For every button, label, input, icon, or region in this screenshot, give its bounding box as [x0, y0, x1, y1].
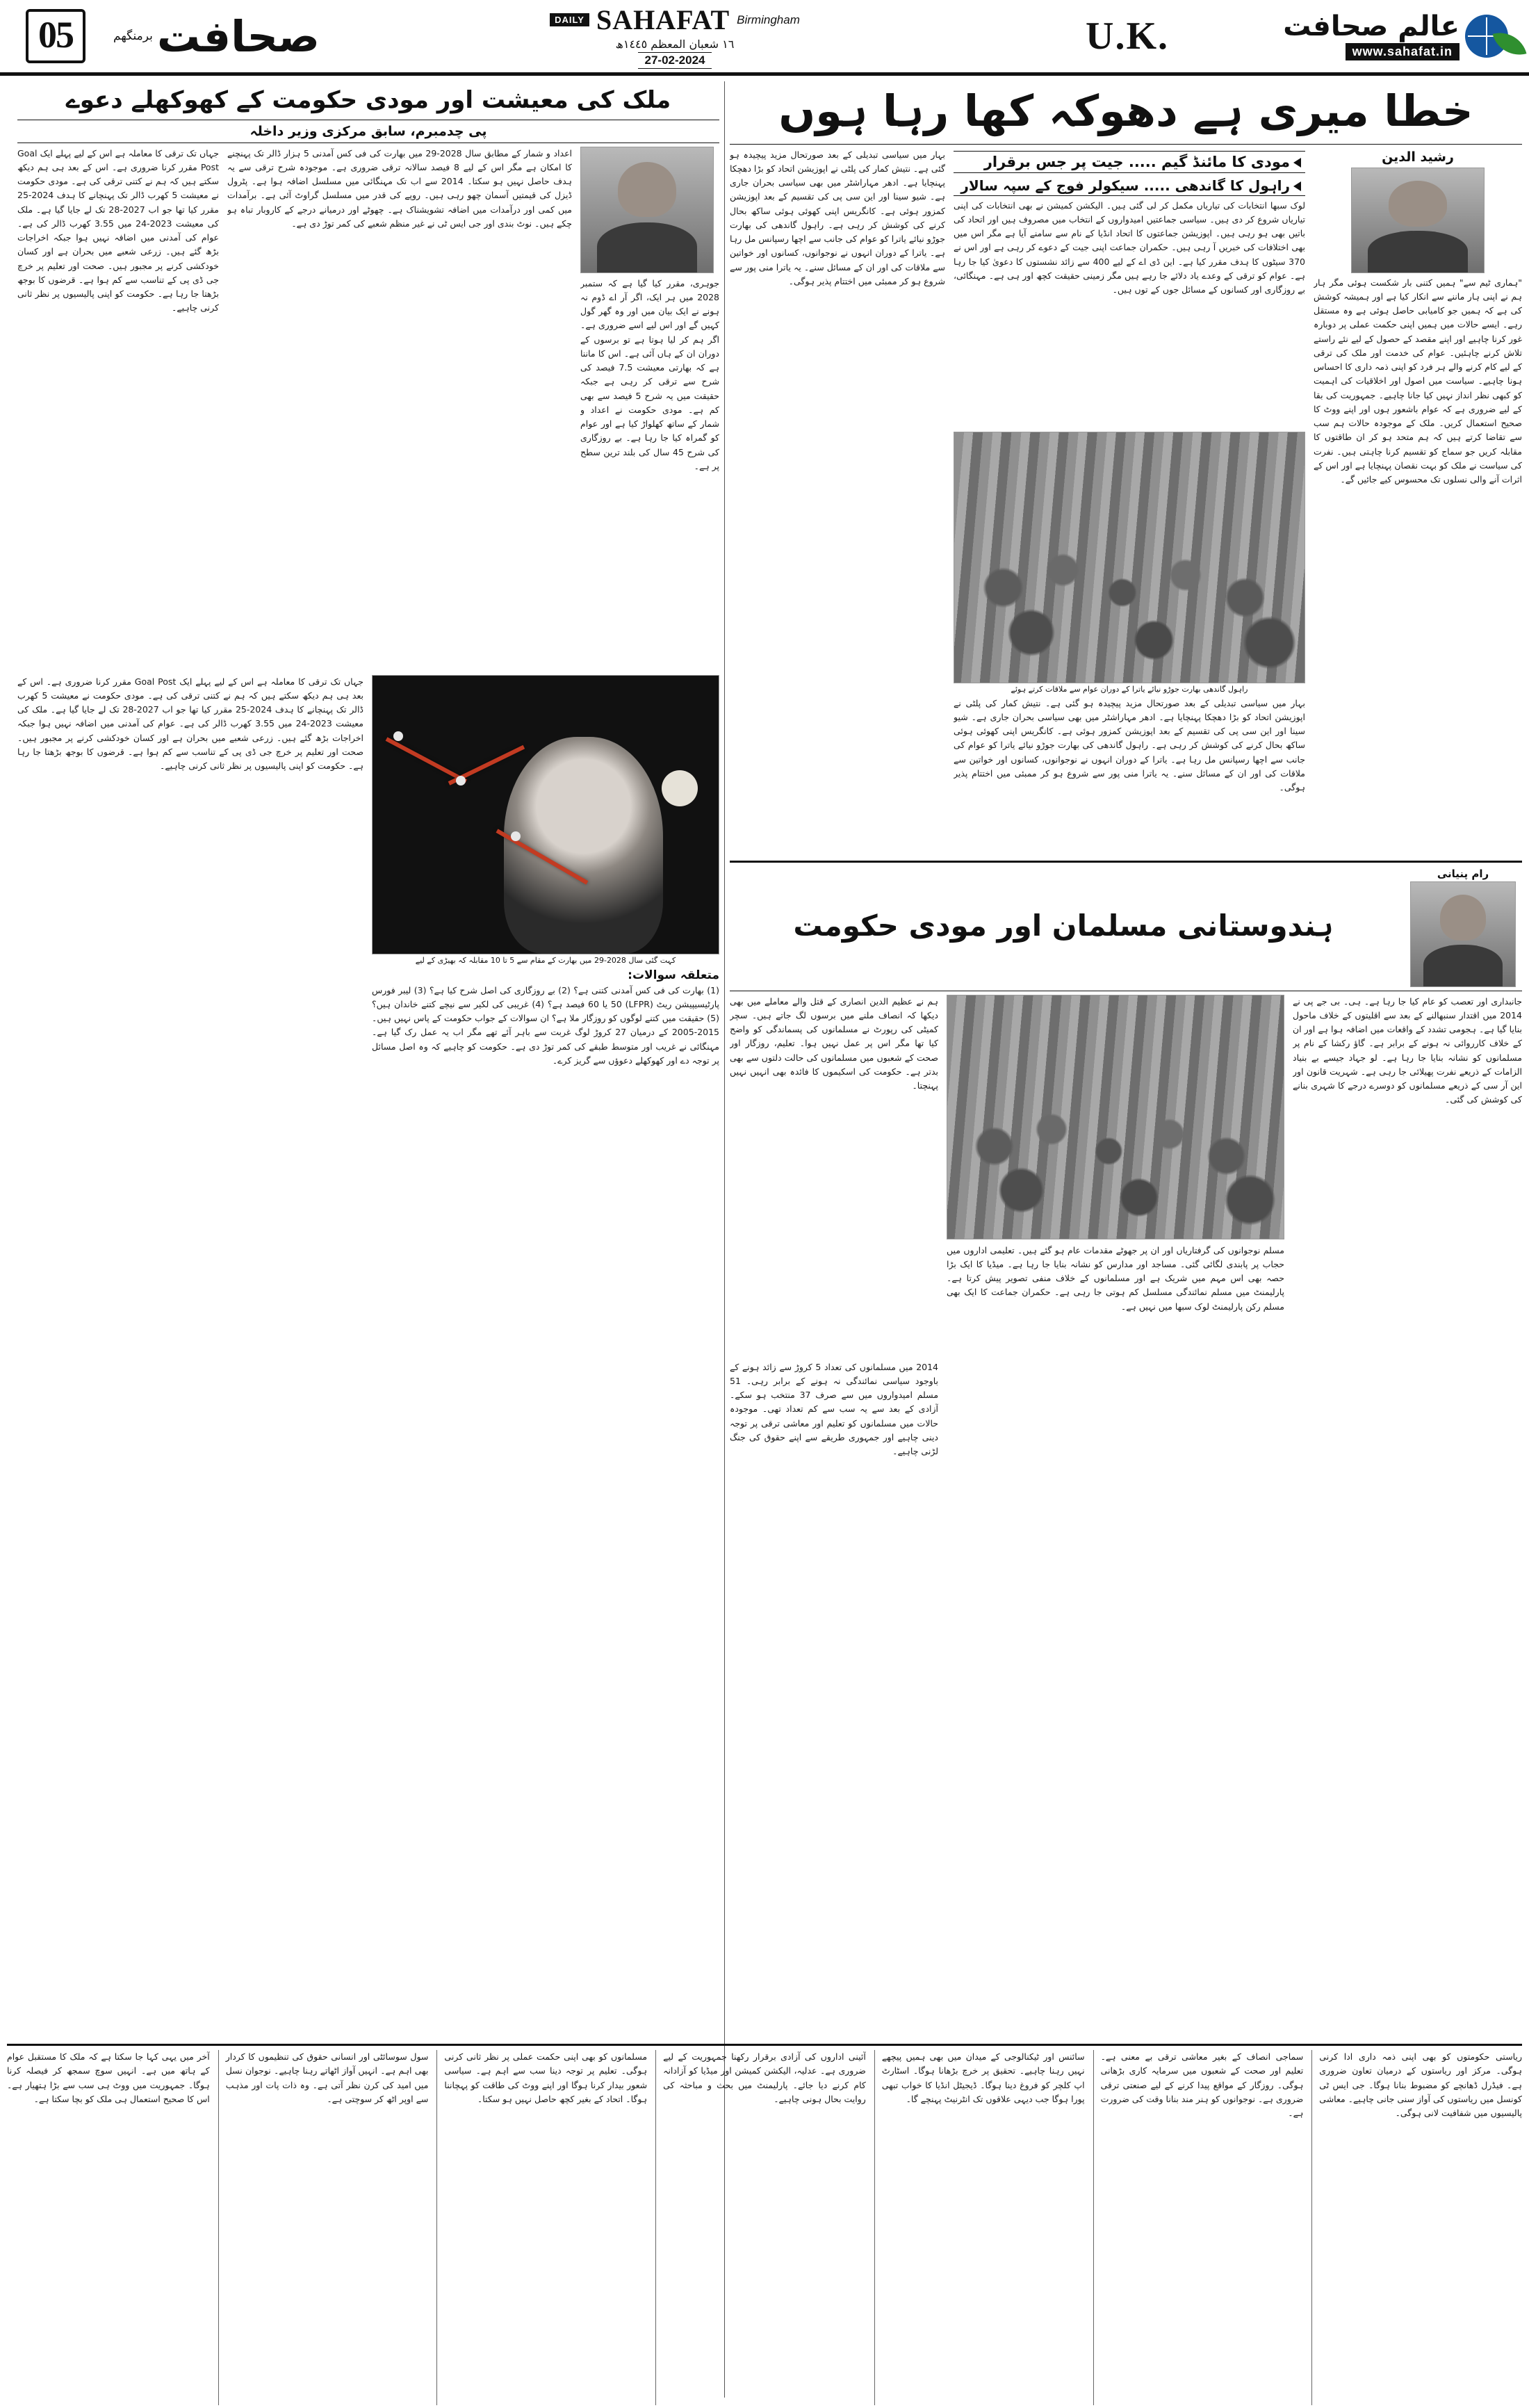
moon-shape-icon — [662, 770, 698, 806]
edition-label: U.K. — [1086, 15, 1169, 58]
bottom-col-3: سائنس اور ٹیکنالوجی کے میدان میں بھی ہمیں پیچھے نہیں رہنا چاہیے۔ تحقیق پر خرچ بڑھانا ہوگا۔ اسٹارٹ اپ کلچر کو فروغ دینا ہوگا۔ ڈیجیٹل انڈیا کا خواب تبھی پورا ہوگا جب دیہی علاقوں تک انٹرنیٹ پہنچے گا۔ — [874, 2050, 1085, 2405]
masthead — [0, 0, 1529, 76]
photo-caption-center: راہول گاندھی بھارت جوڑو نیائے یاترا کے دوران عوام سے ملاقات کرتے ہوئے — [1011, 684, 1248, 694]
chart-point-2 — [456, 776, 466, 786]
economy-col-c-cont: جہاں تک ترقی کا معاملہ ہے اس کے لیے پہلے ایک Goal Post مقرر کرنا ضروری ہے۔ اس کے بعد ہی ہم دیکھ سکتے ہیں کہ ہم نے کتنی ترقی کی ہے۔ مودی حکومت نے معیشت 5 کھرب ڈالر تک پہنچانے کا ہدف 2024-25 مقرر کیا تھا جو اب 2027-28 تک لے جایا گیا ہے۔ ملک کی معیشت 2023-24 میں 3.55 کھرب ڈالر کی ہے۔ عوام کی آمدنی میں اضافہ نہیں ہوا جبکہ اخراجات بڑھ گئے ہیں۔ زرعی شعبے میں بحران ہے اور کسان خودکشی کرنے پر مجبور ہیں۔ صحت اور تعلیم پر خرچ جی ڈی پی کے تناسب سے کم ہوا ہے۔ قرضوں کا بوجھ بڑھتا جا رہا ہے۔ حکومت کو اپنی پالیسیوں پر نظر ثانی کرنی چاہیے۔ — [17, 676, 363, 771]
lead-story-body — [730, 148, 1522, 857]
muslim-col-d: 2014 میں مسلمانوں کی تعداد 5 کروڑ سے زائد ہونے کے باوجود سیاسی نمائندگی نہ ہونے کے برابر رہی۔ 51 مسلم امیدواروں میں سے صرف 37 منتخب ہو سکے۔ آزادی کے بعد سے یہ سب سے کم تعداد تھی۔ موجودہ حالات میں مسلمانوں کو تعلیم اور معاشی ترقی پر توجہ دینی چاہیے اور جمہوری طریقے سے اپنے حقوق کی جنگ لڑنی چاہیے۔ — [730, 1361, 938, 1456]
lead-col-center-bottom: بہار میں سیاسی تبدیلی کے بعد صورتحال مزید پیچیدہ ہو گئی ہے۔ نتیش کمار کی پلٹی نے اپوزیشن اتحاد کو بڑا دھچکا پہنچایا ہے۔ ادھر مہاراشٹر میں بھی سیاسی بحران جاری ہے۔ شیو سینا اور این سی پی کی تقسیم کے بعد اپوزیشن کمزور ہوئی ہے۔ کانگریس اپنی کھوئی ہوئی ساکھ بحال کرنے کی کوشش کر رہی ہے۔ راہول گاندھی کی بھارت جوڑو نیائے یاترا کو عوام کی جانب سے اچھا رسپانس مل رہا ہے۔ یاترا کے دوران انہوں نے نوجوانوں، کسانوں اور خواتین سے ملاقات کی اور ان کے مسائل سنے۔ یہ یاترا منی پور سے شروع ہو کر ممبئی میں اختتام پذیر ہوگی۔ — [954, 697, 1305, 792]
photo-modi-economy-chart — [372, 675, 719, 954]
bottom-col-1: ریاستی حکومتوں کو بھی اپنی ذمہ داری ادا کرنی ہوگی۔ مرکز اور ریاستوں کے درمیان تعاون ضروری ہے۔ فیڈرل ڈھانچے کو مضبوط بنانا ہوگا۔ جی ایس ٹی کونسل میں ریاستوں کی آواز سنی جانی چاہیے۔ معاشی پالیسیوں میں شفافیت لانی ہوگی۔ — [1311, 2050, 1522, 2405]
urdu-logo-text: صحافت — [156, 10, 320, 62]
economy-body-top — [17, 147, 719, 675]
bottom-col-6: سول سوسائٹی اور انسانی حقوق کی تنظیموں کا کردار بھی اہم ہے۔ انہیں آواز اٹھاتے رہنا چاہیے۔ نوجوان نسل میں امید کی کرن نظر آتی ہے۔ وہ ذات پات اور مذہب سے اوپر اٹھ کر سوچتی ہے۔ — [218, 2050, 429, 2405]
lead-headline: خطا میری ہے دھوکہ کھا رہا ہوں — [778, 86, 1473, 136]
modi-portrait-shape — [504, 737, 663, 954]
economy-col-b: اعداد و شمار کے مطابق سال 2028-29 میں بھارت کی فی کس آمدنی 5 ہزار ڈالر تک پہنچنے کا امکان ہے مگر اس کے لیے 8 فیصد سالانہ ترقی ضروری ہے۔ موجودہ شرح ترقی سے یہ ہدف حاصل نہیں ہو سکتا۔ 2014 سے اب تک مہنگائی میں مسلسل اضافہ ہوا ہے۔ پٹرول ڈیزل کی قیمتیں آسمان چھو رہی ہیں۔ روپے کی قدر میں مسلسل گراوٹ آئی ہے۔ برآمدات میں کمی اور درآمدات میں اضافہ تشویشناک ہے۔ چھوٹے اور درمیانے درجے کے کاروبار تباہ ہو چکے ہیں۔ نوٹ بندی اور جی ایس ٹی نے غیر منظم شعبے کی کمر توڑ دی ہے۔ — [227, 147, 572, 229]
paper-city: Birmingham — [737, 13, 800, 26]
brand-urdu-text: عالم صحافت — [1283, 10, 1460, 42]
bottom-col-2: سماجی انصاف کے بغیر معاشی ترقی بے معنی ہے۔ تعلیم اور صحت کے شعبوں میں سرمایہ کاری بڑھانی ہوگی۔ روزگار کے مواقع پیدا کرنے کے لیے صنعتی ترقی ضروری ہے۔ نوجوانوں کو ہنر مند بنانا وقت کی ضرورت ہے۔ — [1093, 2050, 1304, 2405]
economy-questions-subhead: متعلقہ سوالات: — [628, 968, 719, 982]
bottom-col-7: آخر میں یہی کہا جا سکتا ہے کہ ملک کا مستقبل عوام کے ہاتھ میں ہے۔ انہیں سوچ سمجھ کر فیصلہ کرنا ہوگا۔ جمہوریت میں ووٹ ہی سب سے بڑا ہتھیار ہے۔ اس کا صحیح استعمال ہی ملک کو بچا سکتا ہے۔ — [6, 2051, 210, 2104]
economy-col-c-top: جہاں تک ترقی کا معاملہ ہے اس کے لیے پہلے ایک Goal Post مقرر کرنا ضروری ہے۔ اس کے بعد ہی ہم دیکھ سکتے ہیں کہ ہم نے کتنی ترقی کی ہے۔ مودی حکومت نے معیشت 5 کھرب ڈالر تک پہنچانے کا ہدف 2024-25 مقرر کیا تھا جو اب 2027-28 تک لے جایا گیا ہے۔ ملک کی معیشت 2023-24 میں 3.55 کھرب ڈالر کی ہے۔ عوام کی آمدنی میں اضافہ نہیں ہوا جبکہ اخراجات بڑھ گئے ہیں۔ زرعی شعبے میں بحران ہے اور کسان خودکشی کرنے پر مجبور ہیں۔ صحت اور تعلیم پر خرچ جی ڈی پی کے تناسب سے کم ہوا ہے۔ قرضوں کا بوجھ بڑھتا جا رہا ہے۔ حکومت کو اپنی پالیسیوں پر نظر ثانی کرنی چاہیے۔ — [17, 147, 219, 314]
hijri-date: ١٦ شعبان المعظم ١٤٤٥ھ — [615, 38, 735, 51]
photo-rahul-gandhi-rally — [954, 432, 1305, 683]
issue-date: 27-02-2024 — [638, 52, 712, 69]
author-portrait-chidambaram — [580, 147, 714, 273]
chart-point-1 — [393, 731, 403, 741]
lead-kicker-2: راہول کا گاندھی ..... سیکولر فوج کے سپہ سالار — [954, 176, 1305, 196]
bottom-col-5: مسلمانوں کو بھی اپنی حکمت عملی پر نظر ثانی کرنی ہوگی۔ تعلیم پر توجہ دینا سب سے اہم ہے۔ سیاسی شعور بیدار کرنا ہوگا اور اپنے ووٹ کی طاقت کو پہچاننا ہوگا۔ اتحاد کے بغیر کچھ حاصل نہیں ہو سکتا۔ — [436, 2050, 647, 2405]
bottom-text-strip — [7, 2044, 1522, 2405]
lead-kicker-1: مودی کا مائنڈ گیم ..... جیت پر جس برقرار — [954, 151, 1305, 173]
paper-name: SAHAFAT — [596, 4, 730, 35]
bottom-col-4: آئینی اداروں کی آزادی برقرار رکھنا جمہوریت کے لیے ضروری ہے۔ عدلیہ، الیکشن کمیشن اور میڈیا کو آزادانہ کام کرنے دیا جائے۔ پارلیمنٹ میں بحث و مباحثہ کی روایت بحال ہونی چاہیے۔ — [655, 2050, 866, 2405]
bullet-triangle-icon-2 — [1293, 181, 1301, 191]
page-number: 05 — [26, 9, 85, 63]
author-portrait-ram-puniyani — [1410, 881, 1516, 987]
muslim-col-c: ہم نے عظیم الدین انصاری کے قتل والے معاملے میں بھی دیکھا کہ انصاف ملنے میں برسوں لگ جاتے ہیں۔ سچر کمیٹی کی رپورٹ نے مسلمانوں کی پسماندگی کو واضح کیا تھا مگر اس پر عمل نہیں ہوا۔ تعلیم، روزگار اور صحت کے شعبوں میں مسلمانوں کی حالت دلتوں سے بھی بدتر ہے۔ حکومت کی اسکیموں کا فائدہ بھی انہیں نہیں پہنچتا۔ — [730, 995, 938, 1091]
lead-col-center-top: لوک سبھا انتخابات کی تیاریاں مکمل کر لی گئی ہیں۔ الیکشن کمیشن نے بھی انتخابات کی اپنی تیاریاں شروع کر دی ہیں۔ سیاسی جماعتیں امیدواروں کے انتخاب میں مصروف ہیں اور اتحاد کی باتیں بھی ہو رہی ہیں۔ اپوزیشن جماعتوں کا اتحاد انڈیا کے نام سے سامنے آیا ہے مگر اس میں بھی اختلافات کی خبریں آ رہی ہیں۔ حکمران جماعت اپنی جیت کے دعوے کر رہی ہے اور اس نے 370 سیٹوں کا ہدف مقرر کیا ہے۔ این ڈی اے کے لیے 400 سے زائد نشستوں کا دعویٰ کیا جا رہا ہے۔ عوام کو ترقی کے وعدے یاد دلائے جا رہے ہیں مگر زمینی حقیقت کچھ اور ہی ہے۔ مہنگائی، بے روزگاری اور کسانوں کے مسائل جوں کے توں ہیں۔ — [954, 200, 1305, 295]
website-url[interactable]: www.sahafat.in — [1346, 43, 1460, 60]
muslim-story-headline: ہندوستانی مسلمان اور مودی حکومت — [793, 909, 1334, 943]
photo-muslim-protest — [947, 995, 1284, 1239]
muslim-col-a: جانبداری اور تعصب کو عام کیا جا رہا ہے۔ ہی۔ بی جے پی نے 2014 میں اقتدار سنبھالنے کے بعد سے اقلیتوں کے خلاف ماحول بنایا گیا ہے۔ ہجومی تشدد کے واقعات میں اضافہ ہوا ہے اور ان کے خلاف کارروائی نہ ہونے کے برابر ہے۔ گاؤ رکشا کے نام پر مسلمانوں کو نشانہ بنایا جا رہا ہے۔ لو جہاد جیسے بے بنیاد الزامات کے ذریعے نفرت پھیلائی جا رہی ہے۔ شہریت قانون اور این آر سی کے ذریعے مسلمانوں کو دوسرے درجے کا شہری بنانے کی کوشش کی گئی۔ — [1293, 995, 1522, 1105]
economy-col-a: جوہری، مقرر کیا گیا ہے کہ ستمبر 2028 میں ہر ایک، اگر آر اے ڈوم نہ ہونے نے ایک بیان میں اور وہ گھر گول کہیں گے اور اس لیے اسے ضروری ہے۔ اگر ہم کر لیا ہوتا ہے تو برسوں کے دوران ان کے ہاں آئی ہے۔ اس کا ماننا ہے کہ بھارتی معیشت 7.5 فیصد کی شرح سے ترقی کر رہی ہے جبکہ حقیقت میں یہ شرح 5 فیصد سے بھی کم ہے۔ مودی حکومت نے اعداد و شمار کے ساتھ کھلواڑ کیا ہے اور عوام کو گمراہ کیا جا رہا ہے۔ بے روزگاری کی شرح 45 سال کی بلند ترین سطح پر ہے۔ — [580, 277, 719, 471]
author-portrait-rasheeduddin — [1351, 168, 1485, 273]
urdu-logo — [111, 0, 327, 72]
lead-col-right: "ہماری ٹیم سے" ہمیں کتنی بار شکست ہوئی مگر ہار ہم نے اپنی ہار ماننے سے انکار کیا ہے اور ہمیشہ کوشش کی ہے کہ ہمیں جو کامیابی حاصل ہوئی ہے وہ مستقل رہے۔ ایسے حالات میں ہمیں اپنی حکمت عملی پر دوبارہ غور کرنا چاہیے اور اپنے مقصد کے حصول کے لیے نئے راستے تلاش کرنے چاہئیں۔ عوام کی خدمت اور ملک کی ترقی کے لیے کام کرنے والے ہر فرد کو اپنی ذمہ داری کا احساس ہونا چاہیے۔ سیاست میں اصول اور اخلاقیات کی اہمیت کو کبھی نظر انداز نہیں کیا جانا چاہیے۔ جمہوریت کی بقا کے لیے ضروری ہے کہ عوام باشعور ہوں اور اپنے ووٹ کا صحیح استعمال کریں۔ ملک کے موجودہ حالات ہم سب سے تقاضا کرتے ہیں کہ ہم متحد ہو کر ان طاقتوں کا مقابلہ کریں جو سماج کو تقسیم کرنا چاہتی ہیں۔ نفرت کی سیاست نے ملک کو بہت نقصان پہنچایا ہے اور اس کے اثرات آنے والی نسلوں تک محسوس کیے جائیں گے۔ — [1314, 277, 1522, 485]
daily-badge: DAILY — [550, 13, 589, 26]
economy-col-d: (1) بھارت کی فی کس آمدنی کتنی ہے؟ (2) بے روزگاری کی اصل شرح کیا ہے؟ (3) لیبر فورس پارٹیسیپیشن ریٹ (LFPR) 50 یا 60 فیصد ہے؟ (4) غریبی کی لکیر سے نیچے کتنے خاندان ہیں؟ (5) حقیقت میں کتنے لوگوں کو روزگار ملا ہے؟ ان سوالات کے جواب حکومت کے پاس نہیں ہیں۔ 2015-2005 کے درمیان 27 کروڑ لوگ غربت سے باہر آئے تھے مگر اب یہ عمل رک گیا ہے۔ مہنگائی نے غریب اور متوسط طبقے کی کمر توڑ دی ہے۔ حکومت کو چاہیے کہ وہ اصل مسائل پر توجہ دے اور کھوکھلے دعوؤں سے گریز کرے۔ — [372, 984, 719, 1066]
brand-block — [1232, 0, 1529, 72]
economy-chart-row — [17, 675, 719, 1572]
muslim-story-byline: رام پنیانی — [1437, 867, 1489, 880]
muslim-story-body — [730, 995, 1522, 1704]
bullet-triangle-icon — [1293, 158, 1301, 168]
lead-byline: رشید الدین — [1382, 149, 1454, 165]
chart-point-3 — [511, 831, 521, 841]
economy-byline: پی چدمبرم، سابق مرکزی وزیر داخلہ — [250, 123, 487, 139]
muslim-col-b: مسلم نوجوانوں کی گرفتاریاں اور ان پر جھوٹے مقدمات عام ہو گئے ہیں۔ تعلیمی اداروں میں حجاب پر پابندی لگائی گئی۔ مساجد اور مدارس کو نشانہ بنایا جا رہا ہے۔ میڈیا کا ایک بڑا حصہ بھی اس مہم میں شریک ہے اور مسلمانوں کے خلاف منفی تصویر پیش کرتا ہے۔ پارلیمنٹ میں مسلم نمائندگی مسلسل کم ہوتی جا رہی ہے۔ حکمران جماعت کا ایک بھی مسلم رکن پارلیمنٹ لوک سبھا میں نہیں ہے۔ — [947, 1244, 1284, 1312]
lead-section-divider — [730, 861, 1522, 863]
economy-chart-caption: کہت گئی سال 2028-29 میں بھارت کے مقام سے 5 تا 10 مقابلہ کہ بھیڑی کے لیے — [415, 955, 676, 965]
economy-headline: ملک کی معیشت اور مودی حکومت کے کھوکھلے دعوے — [65, 86, 671, 114]
lead-col-left: بہار میں سیاسی تبدیلی کے بعد صورتحال مزید پیچیدہ ہو گئی ہے۔ نتیش کمار کی پلٹی نے اپوزیشن اتحاد کو بڑا دھچکا پہنچایا ہے۔ ادھر مہاراشٹر میں بھی سیاسی بحران جاری ہے۔ شیو سینا اور این سی پی کی تقسیم کے بعد اپوزیشن کمزور ہوئی ہے۔ کانگریس اپنی کھوئی ہوئی ساکھ بحال کرنے کی کوشش کر رہی ہے۔ راہول گاندھی کی بھارت جوڑو نیائے یاترا کو عوام کی جانب سے اچھا رسپانس مل رہا ہے۔ یاترا کے دوران انہوں نے نوجوانوں، کسانوں اور خواتین سے ملاقات کی اور ان کے مسائل سنے۔ یہ یاترا منی پور سے شروع ہو کر ممبئی میں اختتام پذیر ہوگی۔ — [730, 149, 945, 286]
chart-line-seg-1 — [385, 737, 467, 783]
story-muslims-modi — [730, 866, 1522, 1704]
page-number-box — [0, 0, 111, 72]
urdu-logo-sub: برمنگھم — [113, 29, 153, 43]
masthead-center — [327, 0, 1023, 72]
